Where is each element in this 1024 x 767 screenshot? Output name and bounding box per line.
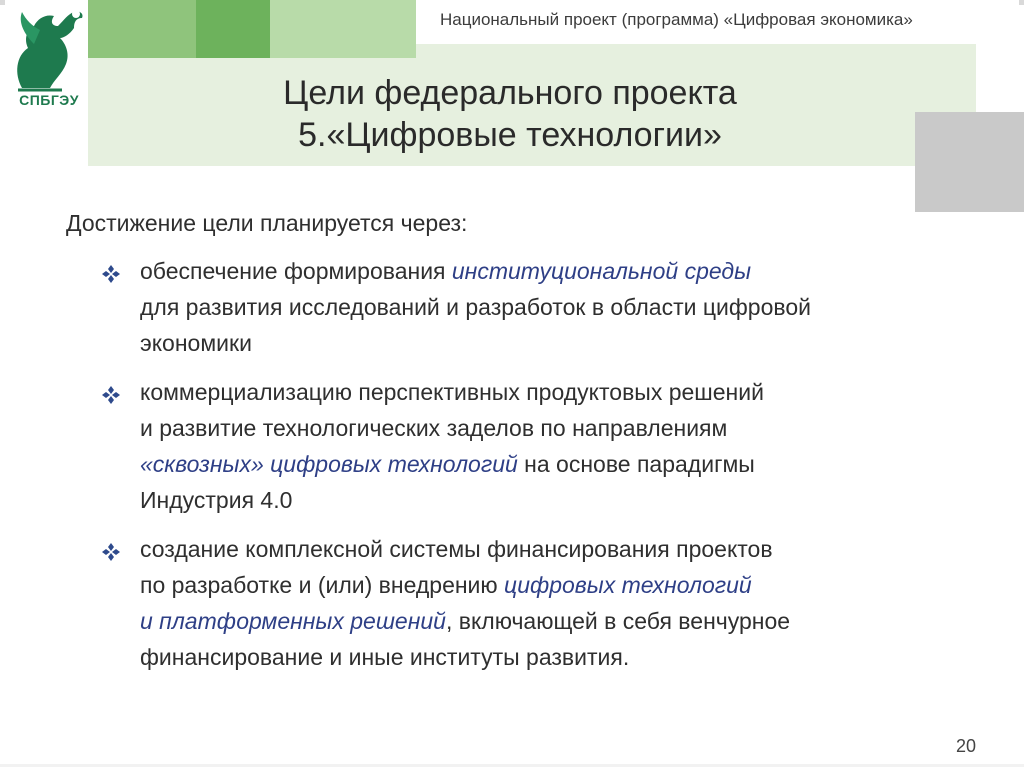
bullet-text: на основе парадигмы bbox=[517, 451, 755, 477]
bullet-item bbox=[100, 531, 980, 675]
bullet-text: , включающей в себя венчурное bbox=[445, 608, 791, 634]
bullet-item bbox=[100, 253, 980, 361]
header-block-1 bbox=[88, 0, 196, 58]
decorative-corner-dot bbox=[1019, 0, 1024, 5]
bullet-emphasis: институциональной среды bbox=[451, 258, 752, 284]
bullet-emphasis: цифровых технологий bbox=[504, 572, 752, 598]
bullet-line: для развития исследований и разработок в области цифровой bbox=[140, 294, 811, 320]
bullet-line: экономики bbox=[140, 330, 252, 356]
bullet-text: по разработке и (или) внедрению bbox=[140, 572, 505, 598]
bullet-line bbox=[140, 446, 980, 482]
bullet-line bbox=[140, 567, 980, 603]
bullet-emphasis: и платформенных решений bbox=[140, 608, 446, 634]
bullet-line: коммерциализацию перспективных продуктовых решений bbox=[140, 379, 764, 405]
bullet-line bbox=[140, 603, 980, 639]
slide-title-line-1: Цели федерального проекта bbox=[283, 74, 737, 112]
lead-text: Достижение цели планируется через: bbox=[66, 210, 468, 236]
diamond-bullet-icon bbox=[100, 380, 122, 402]
bullet-emphasis: «сквозных» цифровых технологий bbox=[140, 451, 518, 477]
diamond-bullet-icon bbox=[100, 259, 122, 281]
bullet-list bbox=[100, 253, 980, 688]
bullet-line: создание комплексной системы финансирования проектов bbox=[140, 536, 773, 562]
bullet-text: обеспечение формирования bbox=[140, 258, 452, 284]
bullet-item bbox=[100, 374, 980, 518]
bullet-line bbox=[140, 253, 980, 289]
header-block-3 bbox=[270, 0, 416, 58]
slide-title bbox=[130, 72, 890, 156]
bullet-line: Индустрия 4.0 bbox=[140, 487, 293, 513]
bullet-line: и развитие технологических заделов по направлениям bbox=[140, 415, 728, 441]
bullet-line: финансирование и иные институты развития. bbox=[140, 644, 630, 670]
decorative-gray-square bbox=[915, 112, 1024, 212]
slide-title-line-2: 5.«Цифровые технологии» bbox=[298, 116, 722, 154]
page-number: 20 bbox=[956, 736, 977, 756]
logo-text: СПБГЭУ bbox=[19, 92, 79, 108]
diamond-bullet-icon bbox=[100, 537, 122, 559]
project-header: Национальный проект (программа) «Цифровая экономика» bbox=[440, 10, 913, 29]
header-block-2 bbox=[196, 0, 270, 58]
